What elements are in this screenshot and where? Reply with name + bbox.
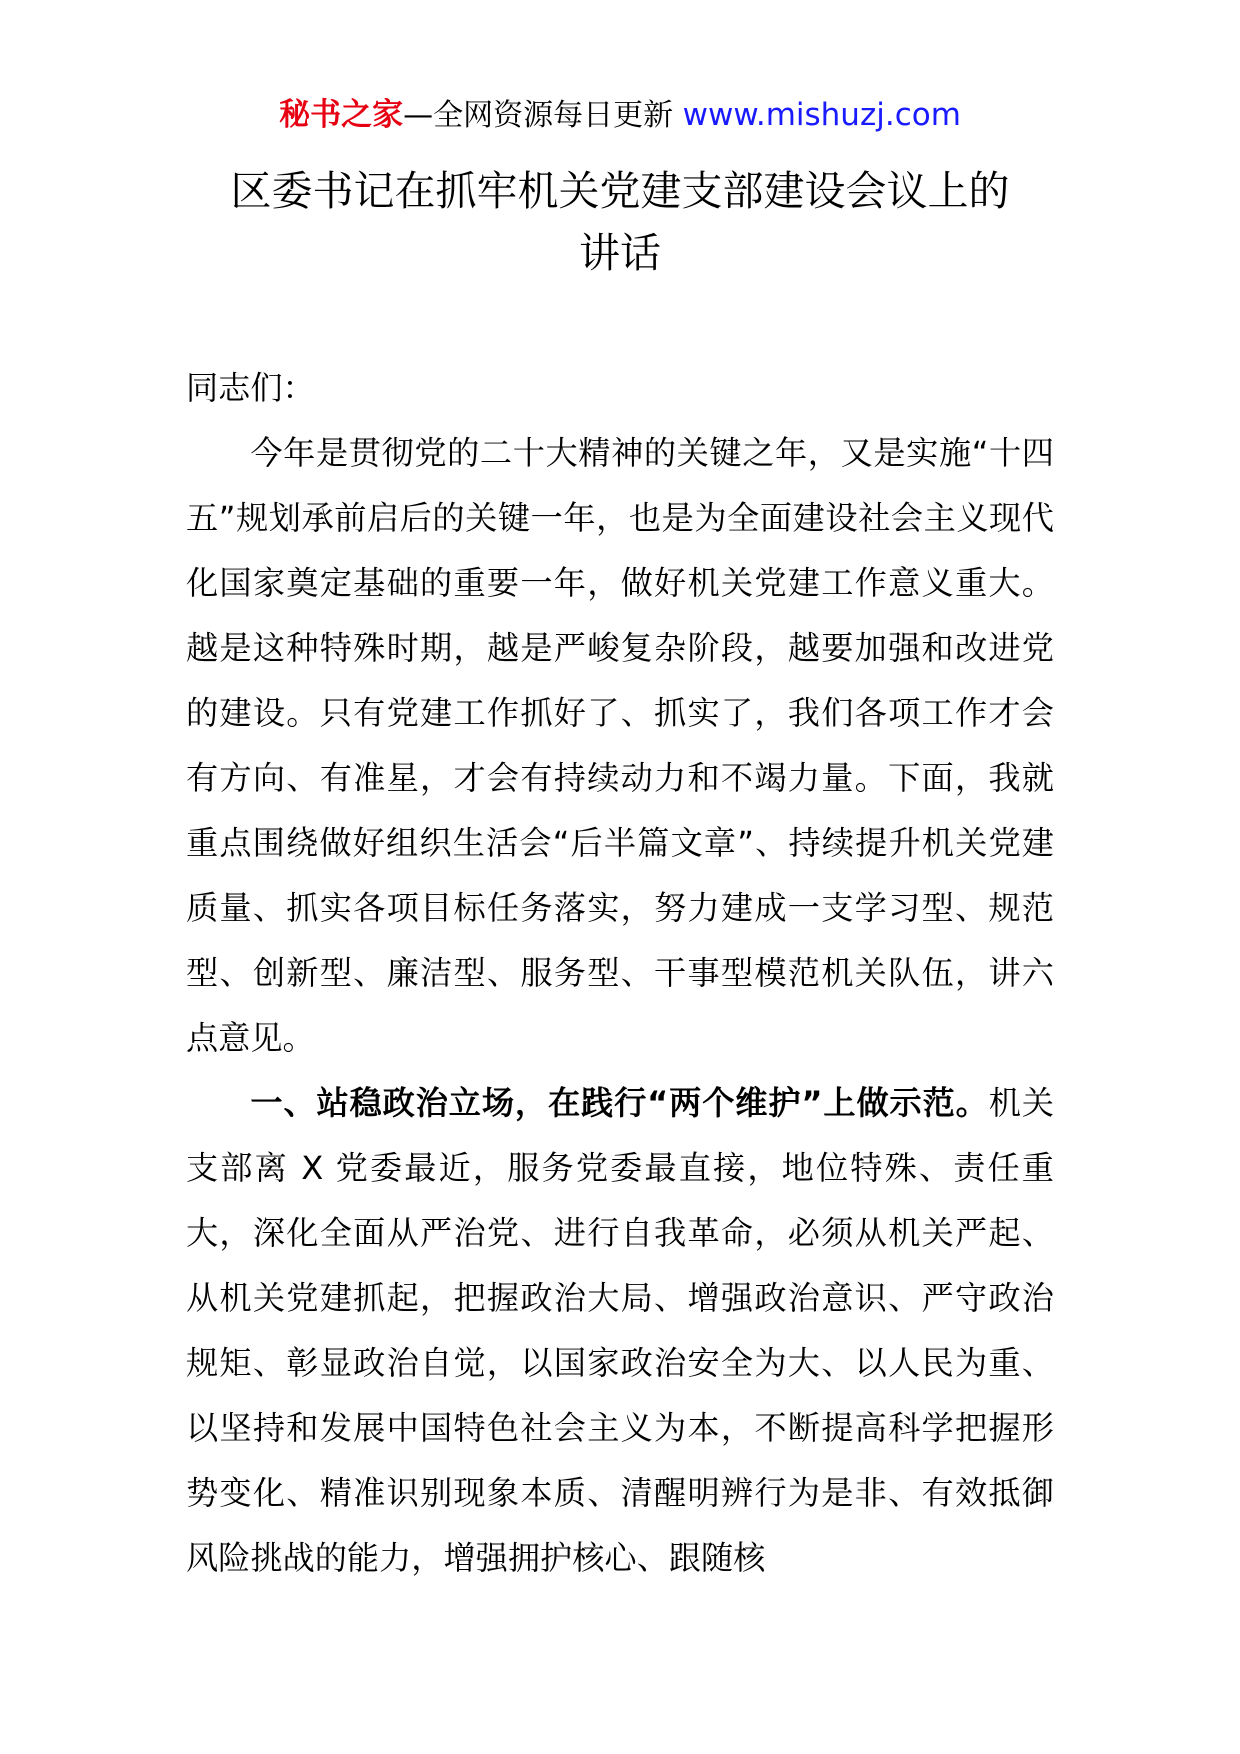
document-body [186, 356, 1054, 1591]
section-one-text: 机关支部离 X 党委最近，服务党委最直接，地位特殊、责任重大，深化全面从严治党、进行自我革命，必须从机关严起、从机关党建抓起，把握政治大局、增强政治意识、严守政治规矩、彰显政治自觉，以国家政治安全为大、以人民为重、以坚持和发展中国特色社会主义为本，不断提高科学把握形势变化、精准识别现象本质、清醒明辨行为是非、有效抵御风险挑战的能力，增强拥护核心、跟随核 [186, 1084, 1054, 1577]
title-line-1: 区委书记在抓牢机关党建支部建设会议上的 [230, 167, 1010, 215]
paragraph-section-one [186, 1071, 1054, 1591]
title-line-2: 讲话 [579, 229, 661, 277]
site-brand: 秘书之家 [279, 97, 404, 133]
document-title [0, 160, 1240, 284]
site-url-link[interactable]: www.mishuzj.com [682, 97, 961, 133]
salutation: 同志们： [186, 369, 315, 407]
site-header [0, 96, 1240, 135]
site-tagline: —全网资源每日更新 [403, 98, 683, 133]
paragraph-intro: 今年是贯彻党的二十大精神的关键之年，又是实施“十四五”规划承前启后的关键一年，也是为全面建设社会主义现代化国家奠定基础的重要一年，做好机关党建工作意义重大。越是这种特殊时期，越是严峻复杂阶段，越要加强和改进党的建设。只有党建工作抓好了、抓实了，我们各项工作才会有方向、有准星，才会有持续动力和不竭力量。下面，我就重点围绕做好组织生活会“后半篇文章”、持续提升机关党建质量、抓实各项目标任务落实，努力建成一支学习型、规范型、创新型、廉洁型、服务型、干事型模范机关队伍，讲六点意见。 [186, 434, 1054, 1057]
section-one-heading: 一、站稳政治立场，在践行“两个维护”上做示范。 [250, 1084, 989, 1122]
